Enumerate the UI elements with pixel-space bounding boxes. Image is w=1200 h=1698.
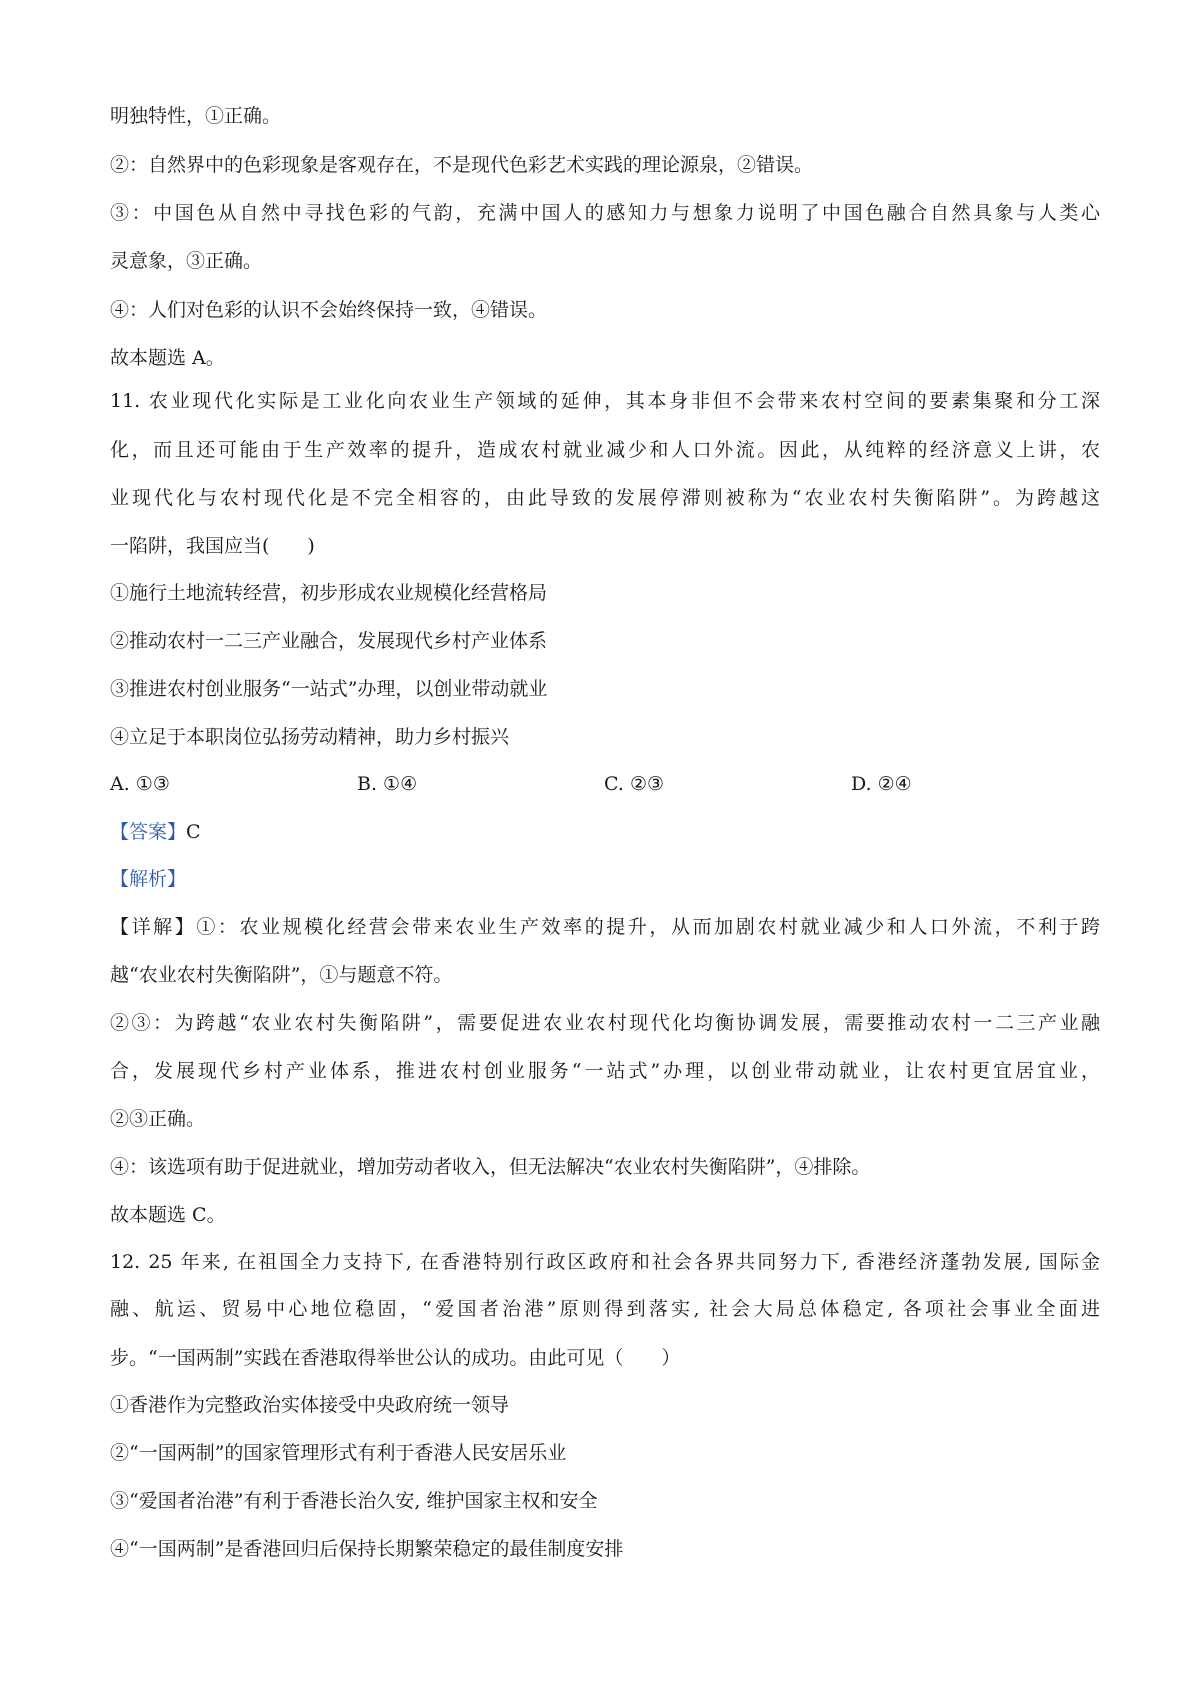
q11-statement: ③推进农村创业服务“一站式”办理，以创业带动就业	[110, 678, 548, 700]
q11-option-a: A. ①③	[110, 773, 170, 795]
q11-stem-line: 业现代化与农村现代化是不完全相容的，由此导致的发展停滞则被称为“农业农村失衡陷阱”。为跨越这	[110, 487, 1100, 509]
q11-detail-line: ④：该选项有助于促进就业，增加劳动者收入，但无法解决“农业农村失衡陷阱”，④排除。	[110, 1156, 871, 1178]
q11-detail-line	[110, 914, 1100, 940]
q11-detail-line: 越“农业农村失衡陷阱”，①与题意不符。	[110, 964, 453, 986]
answer-label: 【答案】	[110, 821, 187, 843]
q12-stem-line: 步。“一国两制”实践在香港取得举世公认的成功。由此可见（ ）	[110, 1347, 681, 1369]
q11-option-b: B. ①④	[357, 773, 418, 795]
q11-analysis-label	[110, 866, 1100, 892]
prev-explanation-line: ④：人们对色彩的认识不会始终保持一致，④错误。	[110, 299, 548, 321]
q12-statement: ③“爱国者治港”有利于香港长治久安, 维护国家主权和安全	[110, 1490, 598, 1512]
q11-detail-line: ②③：为跨越“农业农村失衡陷阱”，需要促进农业农村现代化均衡协调发展，需要推动农村一二三产业融	[110, 1012, 1100, 1034]
q12-statement: ①香港作为完整政治实体接受中央政府统一领导	[110, 1394, 510, 1416]
q11-option-c: C. ②③	[604, 773, 665, 795]
prev-explanation-line: 灵意象，③正确。	[110, 250, 263, 272]
q11-statement: ②推动农村一二三产业融合，发展现代乡村产业体系	[110, 630, 548, 652]
q11-detail-line: 合，发展现代乡村产业体系，推进农村创业服务“一站式”办理，以创业带动就业，让农村更宜居宜业，	[110, 1060, 1100, 1082]
q11-stem-line: 化，而且还可能由于生产效率的提升，造成农村就业减少和人口外流。因此，从纯粹的经济意义上讲，农	[110, 439, 1100, 461]
detail-text: ①：农业规模化经营会带来农业生产效率的提升，从而加剧农村就业减少和人口外流，不利于跨	[196, 916, 1100, 938]
q12-statement: ④“一国两制”是香港回归后保持长期繁荣稳定的最佳制度安排	[110, 1538, 624, 1560]
answer-value: C	[186, 821, 201, 843]
q12-statement: ②“一国两制”的国家管理形式有利于香港人民安居乐业	[110, 1442, 567, 1464]
q11-detail-line: 故本题选 C。	[110, 1204, 226, 1226]
q11-detail-line: ②③正确。	[110, 1108, 206, 1130]
q12-stem-line: 12. 25 年来, 在祖国全力支持下, 在香港特别行政区政府和社会各界共同努力下, 香港经济蓬勃发展, 国际金	[110, 1251, 1100, 1273]
q12-stem-line: 融、航运、贸易中心地位稳固，“爱国者治港”原则得到落实, 社会大局总体稳定, 各项社会事业全面进	[110, 1298, 1100, 1320]
prev-explanation-line: 故本题选 A。	[110, 347, 225, 369]
q11-stem-line: 一陷阱，我国应当( )	[110, 535, 315, 557]
q11-answer	[110, 819, 1100, 845]
q11-stem-line: 11. 农业现代化实际是工业化向农业生产领域的延伸，其本身非但不会带来农村空间的要素集聚和分工深	[110, 390, 1100, 412]
prev-explanation-line: ③：中国色从自然中寻找色彩的气韵，充满中国人的感知力与想象力说明了中国色融合自然具象与人类心	[110, 202, 1100, 224]
q11-option-d: D. ②④	[851, 773, 912, 795]
prev-explanation-line: 明独特性，①正确。	[110, 105, 282, 127]
q11-statement: ④立足于本职岗位弘扬劳动精神，助力乡村振兴	[110, 726, 510, 748]
prev-explanation-line: ②：自然界中的色彩现象是客观存在，不是现代色彩艺术实践的理论源泉，②错误。	[110, 154, 814, 176]
analysis-label: 【解析】	[110, 868, 187, 890]
detail-label: 【详解】	[110, 916, 197, 938]
q11-statement: ①施行土地流转经营，初步形成农业规模化经营格局	[110, 582, 548, 604]
